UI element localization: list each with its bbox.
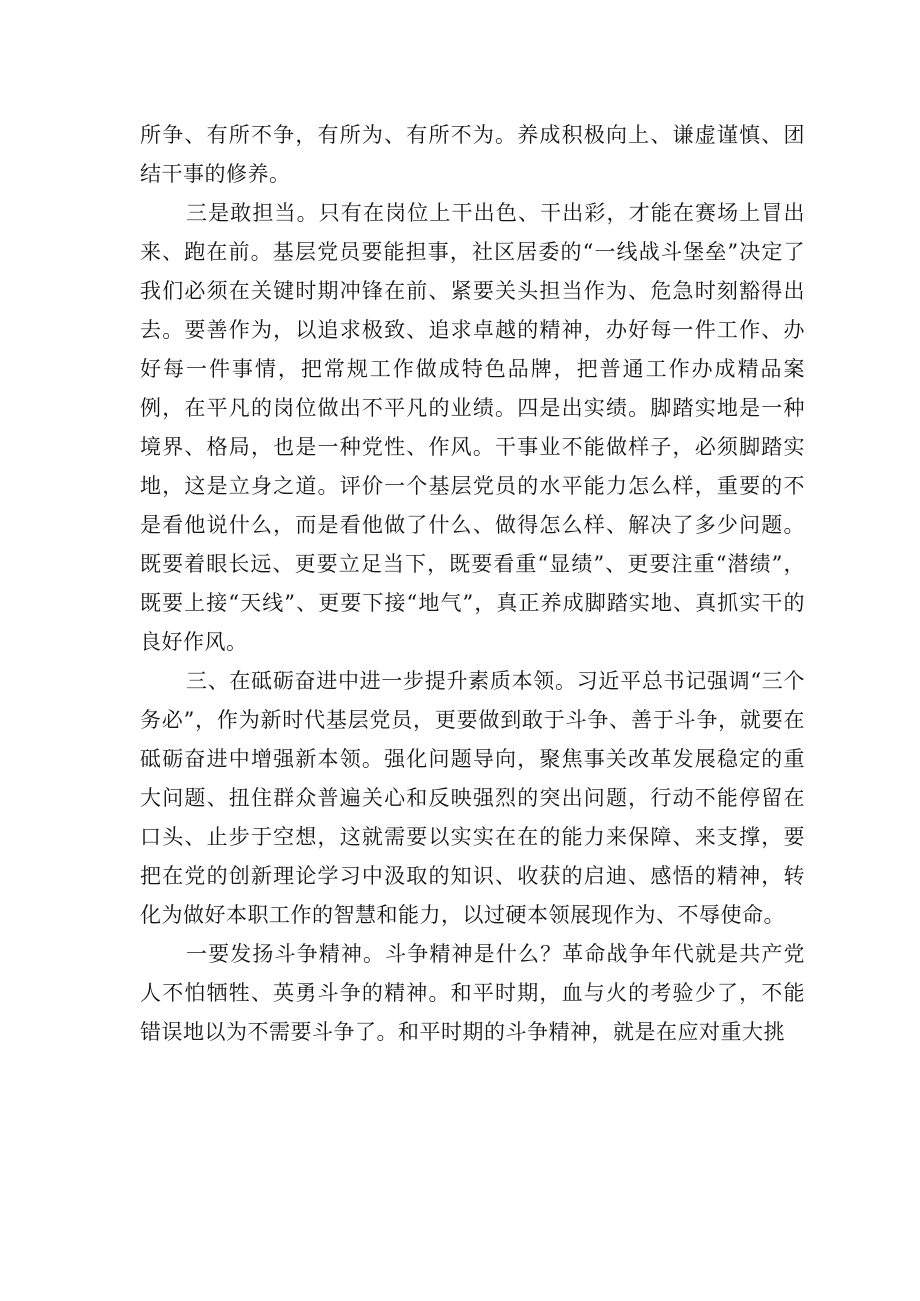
document-body [140, 116, 805, 1052]
paragraph-continuation: 所争、有所不争，有所为、有所不为。养成积极向上、谦虚谨慎、团结干事的修养。 [140, 123, 805, 186]
paragraph-dare-to-take-responsibility: 三是敢担当。只有在岗位上干出色、干出彩，才能在赛场上冒出来、跑在前。基层党员要能担事，社区居委的“一线战斗堡垒”决定了我们必须在关键时期冲锋在前、紧要关头担当作为、危急时刻豁得出去。要善作为，以追求极致、追求卓越的精神，办好每一件工作、办好每一件事情，把常规工作做成特色品牌，把普通工作办成精品案例，在平凡的岗位做出不平凡的业绩。四是出实绩。脚踏实地是一种境界、格局，也是一种党性、作风。干事业不能做样子，必须脚踏实地，这是立身之道。评价一个基层党员的水平能力怎么样，重要的不是看他说什么，而是看他做了什么、做得怎么样、解决了多少问题。既要着眼长远、更要立足当下，既要看重“显绩”、更要注重“潜绩”，既要上接“天线”、更要下接“地气”，真正养成脚踏实地、真抓实干的良好作风。 [140, 201, 805, 654]
paragraph-fighting-spirit: 一要发扬斗争精神。斗争精神是什么？革命战争年代就是共产党人不怕牺牲、英勇斗争的精神。和平时期，血与火的考验少了，不能错误地以为不需要斗争了。和平时期的斗争精神，就是在应对重大挑 [140, 942, 805, 1044]
paragraph-section-three: 三、在砥砺奋进中进一步提升素质本领。习近平总书记强调“三个务必”，作为新时代基层党员，更要做到敢于斗争、善于斗争，就要在砥砺奋进中增强新本领。强化问题导向，聚焦事关改革发展稳定的重大问题、扭住群众普遍关心和反映强烈的突出问题，行动不能停留在口头、止步于空想，这就需要以实实在在的能力来保障、来支撑，要把在党的创新理论学习中汲取的知识、收获的启迪、感悟的精神，转化为做好本职工作的智慧和能力，以过硬本领展现作为、不辱使命。 [140, 669, 805, 927]
